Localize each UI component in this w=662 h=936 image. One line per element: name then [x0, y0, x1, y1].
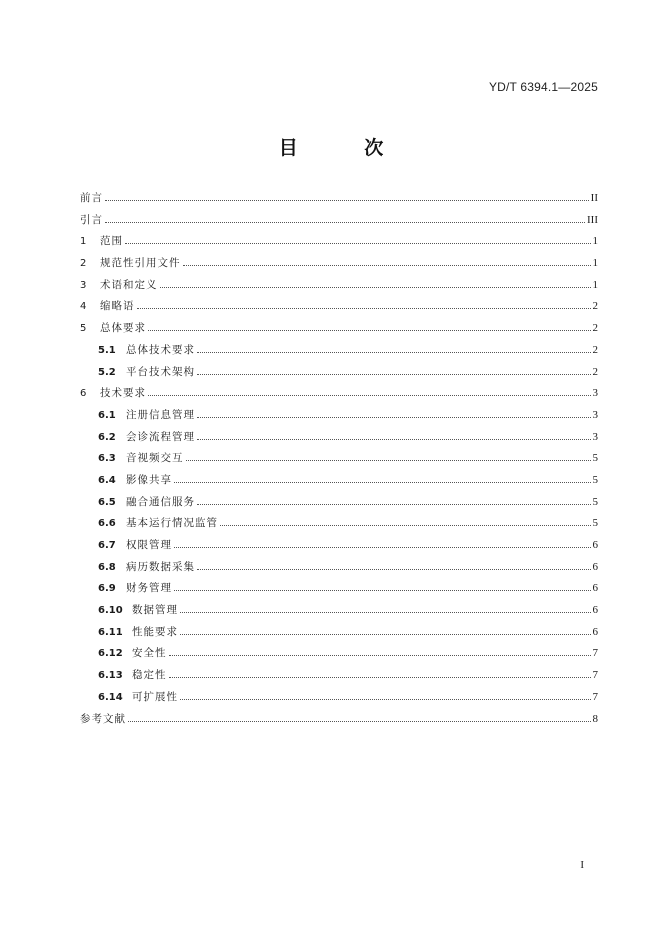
toc-entry[interactable] — [80, 277, 598, 299]
toc-entry[interactable] — [80, 342, 598, 364]
toc-entry-title: 会诊流程管理 — [126, 430, 195, 443]
toc-entry-title: 范围 — [100, 235, 123, 248]
toc-entry-title: 安全性 — [132, 647, 167, 660]
toc-entry-page: 5 — [592, 517, 598, 530]
toc-entry-page: 7 — [592, 669, 598, 682]
toc-entry-number: 1 — [80, 236, 87, 248]
toc-entry-page: 7 — [592, 690, 598, 703]
toc-entry-page: 8 — [592, 712, 598, 725]
toc-entry-page: II — [590, 192, 598, 204]
toc-entry-number: 6.10 — [98, 605, 123, 617]
toc-entry-number: 5.2 — [98, 366, 116, 378]
toc-entry-page: 6 — [592, 604, 598, 617]
toc-dot-leader — [197, 374, 591, 375]
toc-entry-page: 3 — [592, 387, 598, 400]
toc-dot-leader — [174, 547, 591, 548]
toc-entry-page: 6 — [592, 625, 598, 638]
toc-entry-title: 注册信息管理 — [126, 408, 195, 421]
toc-dot-leader — [105, 200, 589, 201]
toc-entry-page: III — [587, 213, 598, 226]
toc-entry-title: 前言 — [80, 192, 103, 204]
toc-entry-title: 平台技术架构 — [126, 365, 195, 378]
toc-entry-page: 1 — [592, 278, 598, 291]
toc-entry-page: 1 — [592, 235, 598, 248]
toc-entry-title: 数据管理 — [132, 604, 178, 617]
toc-entry-title: 融合通信服务 — [126, 495, 195, 508]
page-title: 目 次 — [278, 137, 414, 159]
toc-entry-title: 财务管理 — [126, 582, 172, 595]
toc-dot-leader — [197, 439, 591, 440]
toc-entry[interactable] — [80, 255, 598, 277]
toc-entry-page: 1 — [592, 257, 598, 270]
toc-entry-number: 6.3 — [98, 453, 116, 465]
toc-entry[interactable] — [80, 559, 598, 581]
toc-entry-page: 5 — [592, 495, 598, 508]
toc-entry[interactable] — [80, 212, 598, 234]
toc-entry[interactable] — [80, 711, 598, 733]
toc-entry-title: 总体技术要求 — [126, 343, 195, 356]
toc-dot-leader — [137, 308, 591, 309]
toc-dot-leader — [180, 699, 591, 700]
toc-entry[interactable] — [80, 667, 598, 689]
toc-entry[interactable] — [80, 537, 598, 559]
toc-entry-title: 参考文献 — [80, 712, 126, 725]
toc-dot-leader — [105, 222, 585, 223]
toc-dot-leader — [128, 721, 591, 722]
toc-dot-leader — [148, 395, 591, 396]
toc-entry-number: 6 — [80, 388, 87, 400]
toc-entry-number: 2 — [80, 258, 87, 270]
toc-entry[interactable] — [80, 645, 598, 667]
toc-entry[interactable] — [80, 407, 598, 429]
toc-entry-title: 缩略语 — [100, 300, 135, 313]
toc-dot-leader — [197, 352, 591, 353]
toc-entry[interactable] — [80, 602, 598, 624]
toc-entry-title: 总体要求 — [100, 322, 146, 335]
toc-entry-number: 6.9 — [98, 583, 116, 595]
toc-dot-leader — [186, 460, 591, 461]
toc-entry-number: 6.4 — [98, 474, 116, 486]
toc-entry[interactable] — [80, 320, 598, 342]
toc-entry-title: 规范性引用文件 — [100, 257, 181, 270]
toc-entry-number: 3 — [80, 279, 87, 291]
toc-entry-title: 可扩展性 — [132, 690, 178, 703]
toc-entry-title: 病历数据采集 — [126, 560, 195, 573]
page-number: I — [580, 859, 584, 871]
toc-entry-number: 6.2 — [98, 431, 116, 443]
toc-dot-leader — [169, 677, 591, 678]
toc-dot-leader — [125, 243, 591, 244]
toc-dot-leader — [160, 287, 591, 288]
toc-dot-leader — [197, 417, 591, 418]
toc-entry[interactable] — [80, 233, 598, 255]
toc-dot-leader — [220, 525, 591, 526]
toc-entry-page: 6 — [592, 582, 598, 595]
toc-entry[interactable] — [80, 494, 598, 516]
toc-entry[interactable] — [80, 364, 598, 386]
toc-entry[interactable] — [80, 190, 598, 212]
toc-entry-page: 3 — [592, 408, 598, 421]
toc-entry-title: 性能要求 — [132, 625, 178, 638]
toc-entry-number: 6.14 — [98, 691, 123, 703]
toc-entry-number: 6.6 — [98, 518, 116, 530]
toc-entry-title: 基本运行情况监管 — [126, 517, 218, 530]
toc-entry-page: 2 — [592, 343, 598, 356]
toc-entry[interactable] — [80, 515, 598, 537]
toc-entry-title: 引言 — [80, 213, 103, 226]
toc-entry-number: 4 — [80, 301, 87, 313]
toc-entry-page: 6 — [592, 539, 598, 551]
toc-entry[interactable] — [80, 624, 598, 646]
toc-dot-leader — [197, 504, 591, 505]
toc-entry-title: 技术要求 — [100, 387, 146, 400]
toc-entry-title: 权限管理 — [126, 539, 172, 551]
table-of-contents — [80, 190, 598, 732]
toc-entry-number: 6.1 — [98, 409, 116, 421]
toc-entry-title: 影像共享 — [126, 473, 172, 486]
toc-dot-leader — [169, 655, 591, 656]
document-id: YD/T 6394.1—2025 — [488, 80, 598, 94]
toc-entry-number: 6.12 — [98, 648, 123, 660]
toc-dot-leader — [197, 569, 591, 570]
toc-dot-leader — [180, 634, 591, 635]
toc-entry[interactable] — [80, 450, 598, 472]
toc-entry-number: 6.13 — [98, 670, 123, 682]
toc-entry-number: 6.5 — [98, 496, 116, 508]
toc-entry-page: 6 — [592, 560, 598, 573]
toc-dot-leader — [174, 482, 591, 483]
toc-entry-page: 2 — [592, 365, 598, 378]
toc-entry[interactable] — [80, 580, 598, 602]
toc-entry[interactable] — [80, 298, 598, 320]
toc-entry[interactable] — [80, 472, 598, 494]
toc-entry[interactable] — [80, 689, 598, 711]
toc-entry[interactable] — [80, 429, 598, 451]
toc-entry-page: 2 — [592, 322, 598, 335]
toc-entry-title: 术语和定义 — [100, 278, 158, 291]
toc-entry-title: 音视频交互 — [126, 452, 184, 465]
toc-entry-page: 3 — [592, 430, 598, 443]
toc-entry-title: 稳定性 — [132, 669, 167, 682]
toc-entry-page: 5 — [592, 452, 598, 465]
toc-entry-number: 5 — [80, 323, 87, 335]
toc-dot-leader — [183, 265, 591, 266]
toc-entry-number: 5.1 — [98, 344, 116, 356]
toc-entry[interactable] — [80, 385, 598, 407]
toc-entry-page: 5 — [592, 473, 598, 486]
toc-dot-leader — [148, 330, 591, 331]
toc-entry-page: 2 — [592, 300, 598, 313]
toc-entry-number: 6.11 — [98, 626, 123, 638]
toc-dot-leader — [180, 612, 591, 613]
toc-entry-number: 6.8 — [98, 561, 116, 573]
toc-dot-leader — [174, 590, 591, 591]
toc-entry-number: 6.7 — [98, 540, 116, 551]
toc-entry-page: 7 — [592, 647, 598, 660]
